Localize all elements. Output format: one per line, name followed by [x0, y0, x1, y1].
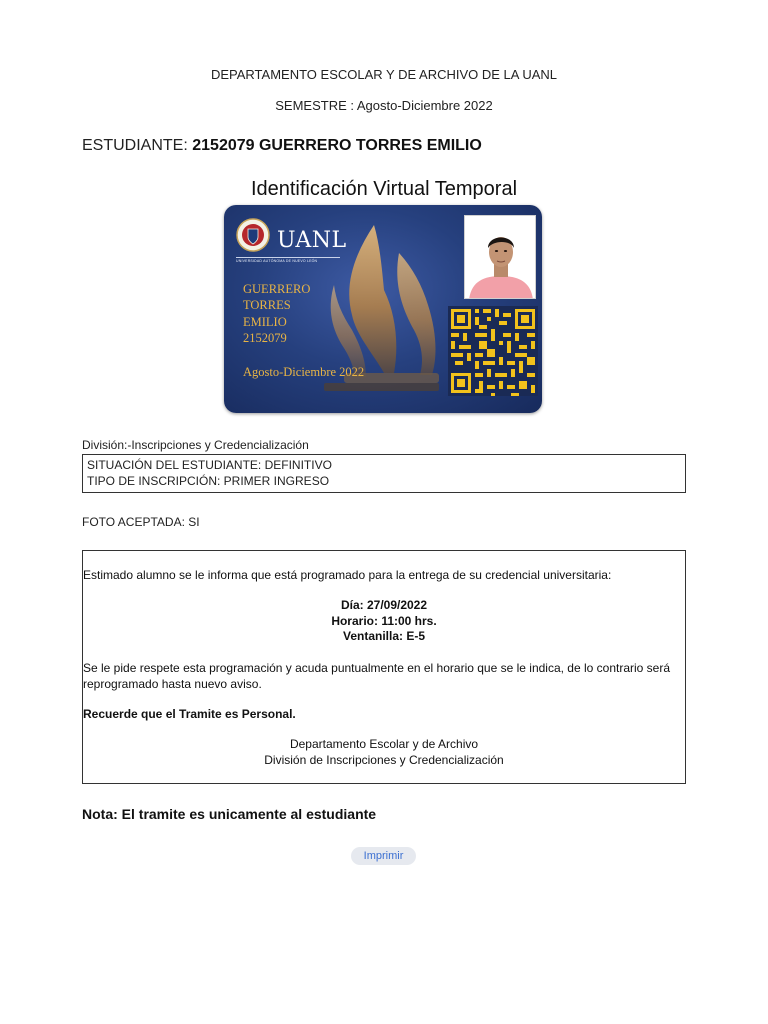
logo-text: UANL [277, 228, 347, 253]
notice-reminder: Recuerde que el Tramite es Personal. [83, 707, 296, 721]
notice-signature [83, 737, 685, 768]
student-line [82, 137, 482, 155]
student-situation: SITUACIÓN DEL ESTUDIANTE: DEFINITIVO [87, 458, 332, 472]
card-name-line-3: EMILIO [243, 315, 287, 329]
card-period: Agosto-Diciembre 2022 [243, 365, 365, 379]
photo-accepted: FOTO ACEPTADA: SI [82, 515, 200, 529]
qr-code-icon [448, 306, 538, 396]
signature-department: Departamento Escolar y de Archivo [289, 737, 479, 751]
student-photo [464, 215, 536, 299]
card-student-id: 2152079 [243, 331, 287, 345]
enrollment-type: TIPO DE INSCRIPCIÓN: PRIMER INGRESO [87, 473, 330, 488]
division-label: División:-Inscripciones y Credencialización [82, 438, 309, 452]
student-only-note: Nota: El tramite es unicamente al estudiante [82, 806, 377, 822]
logo-subtitle: UNIVERSIDAD AUTÓNOMA DE NUEVO LEÓN [236, 257, 340, 263]
appointment-details [83, 598, 685, 645]
semester-label: SEMESTRE : Agosto-Diciembre 2022 [275, 98, 493, 113]
appointment-window: Ventanilla: E-5 [342, 629, 426, 643]
student-status-box [82, 454, 686, 493]
delivery-notice-box [82, 550, 686, 784]
card-title: Identificación Virtual Temporal [250, 178, 518, 200]
notice-instruction: Se le pide respete esta programación y acuda puntualmente en el horario que se le indica, de lo contrario será reprogramado hasta nuevo aviso. [83, 661, 671, 691]
virtual-id-card [224, 205, 542, 413]
university-seal-icon [236, 217, 270, 253]
card-name-line-1: GUERRERO [243, 282, 311, 296]
department-title: DEPARTAMENTO ESCOLAR Y DE ARCHIVO DE LA UANL [210, 67, 558, 82]
appointment-schedule: Horario: 11:00 hrs. [331, 613, 437, 628]
student-value: 2152079 GUERRERO TORRES EMILIO [192, 137, 482, 154]
print-button[interactable]: Imprimir [351, 847, 416, 865]
signature-division: División de Inscripciones y Credencialización [264, 752, 504, 767]
appointment-day: Día: 27/09/2022 [340, 598, 428, 612]
student-label: ESTUDIANTE: [82, 137, 188, 154]
notice-intro: Estimado alumno se le informa que está programado para la entrega de su credencial universitaria: [83, 568, 612, 582]
card-name-line-2: TORRES [243, 298, 291, 312]
